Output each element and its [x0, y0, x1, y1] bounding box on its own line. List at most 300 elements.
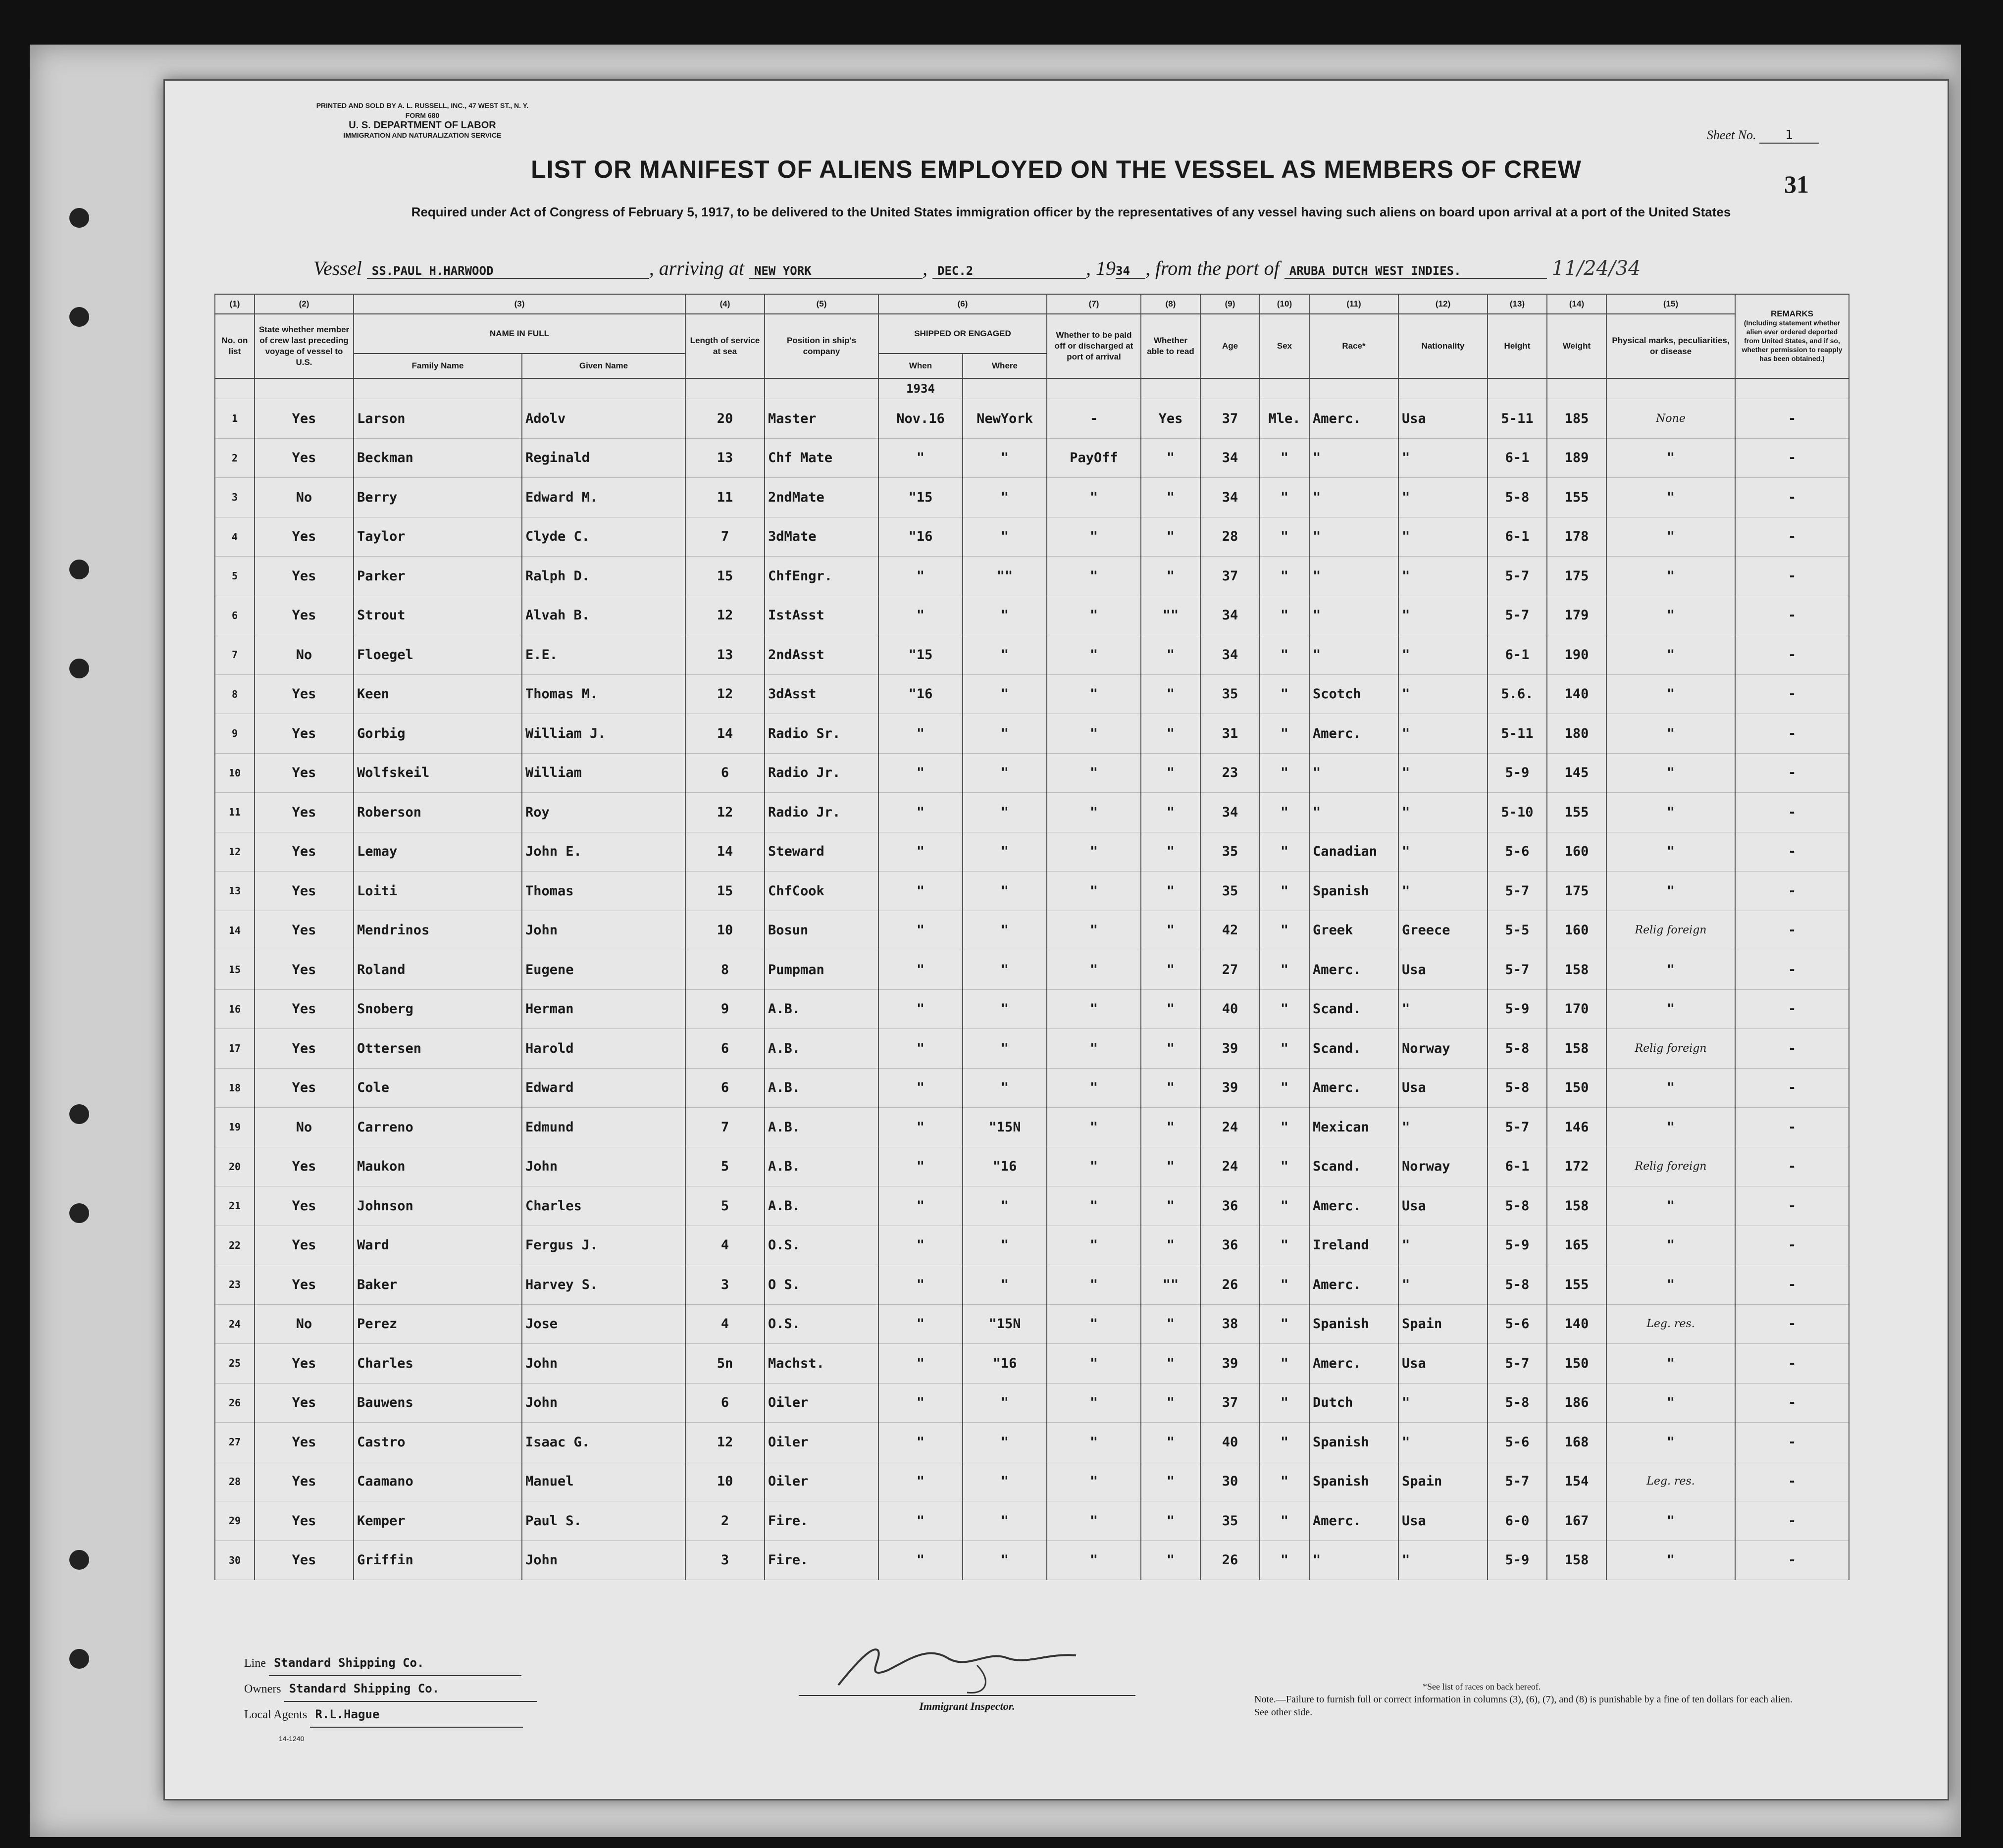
row-number-cell: 25 [215, 1344, 255, 1384]
paid-off-cell: " [1047, 557, 1141, 596]
age-cell: 24 [1200, 1108, 1260, 1147]
paid-off-cell: " [1047, 1423, 1141, 1462]
race-cell: " [1309, 557, 1398, 596]
height-cell: 6-1 [1488, 438, 1547, 478]
sex-cell: " [1260, 1423, 1309, 1462]
shipped-when-cell: " [878, 1383, 963, 1423]
row-number-cell: 27 [215, 1423, 255, 1462]
shipped-when-cell: "16 [878, 674, 963, 714]
able-to-read-cell: " [1141, 872, 1200, 911]
age-cell: 30 [1200, 1462, 1260, 1501]
able-to-read-cell: " [1141, 793, 1200, 832]
member-status-cell: Yes [255, 1540, 354, 1580]
physical-marks-cell: Leg. res. [1606, 1462, 1735, 1501]
paid-off-cell: " [1047, 1383, 1141, 1423]
member-status-cell: Yes [255, 596, 354, 635]
family-name-cell: Larson [354, 399, 522, 439]
nationality-cell: Norway [1398, 1029, 1488, 1069]
shipped-where-cell: "16 [963, 1147, 1047, 1186]
physical-marks-cell: " [1606, 635, 1735, 675]
year-cell: 1934 [878, 378, 963, 399]
age-cell: 34 [1200, 438, 1260, 478]
nationality-cell: " [1398, 1108, 1488, 1147]
able-to-read-cell: " [1141, 1147, 1200, 1186]
paid-off-cell: " [1047, 1304, 1141, 1344]
height-cell: 5-7 [1488, 596, 1547, 635]
shipped-when-cell: " [878, 438, 963, 478]
race-cell: Amerc. [1309, 950, 1398, 990]
remarks-cell: - [1735, 596, 1849, 635]
nationality-cell: Usa [1398, 399, 1488, 439]
weight-cell: 172 [1547, 1147, 1606, 1186]
age-cell: 24 [1200, 1147, 1260, 1186]
age-cell: 34 [1200, 635, 1260, 675]
length-of-service-cell: 14 [685, 714, 765, 754]
member-status-cell: Yes [255, 557, 354, 596]
shipped-where-cell: " [963, 674, 1047, 714]
height-header: Height [1488, 314, 1547, 378]
nationality-cell: " [1398, 596, 1488, 635]
physical-marks-cell: " [1606, 1108, 1735, 1147]
column-number: (6) [878, 294, 1047, 314]
shipped-where-cell: " [963, 950, 1047, 990]
weight-cell: 160 [1547, 832, 1606, 872]
given-name-cell: John E. [522, 832, 685, 872]
shipped-where-cell: " [963, 635, 1047, 675]
sex-cell: " [1260, 438, 1309, 478]
member-status-cell: Yes [255, 1265, 354, 1305]
height-cell: 5-7 [1488, 557, 1547, 596]
nationality-cell: Norway [1398, 1147, 1488, 1186]
physical-marks-cell: Relig foreign [1606, 1029, 1735, 1069]
nationality-cell: Usa [1398, 1186, 1488, 1226]
nationality-cell: " [1398, 438, 1488, 478]
paid-off-cell: " [1047, 753, 1141, 793]
sex-cell: " [1260, 1186, 1309, 1226]
able-to-read-cell: " [1141, 1304, 1200, 1344]
physical-marks-cell: " [1606, 557, 1735, 596]
age-cell: 35 [1200, 872, 1260, 911]
position-cell: Pumpman [765, 950, 878, 990]
sex-cell: " [1260, 557, 1309, 596]
sex-cell: " [1260, 1147, 1309, 1186]
position-cell: Fire. [765, 1540, 878, 1580]
where-header: Where [963, 354, 1047, 378]
weight-cell: 167 [1547, 1501, 1606, 1541]
column-number: (8) [1141, 294, 1200, 314]
given-name-cell: Herman [522, 989, 685, 1029]
given-name-cell: Reginald [522, 438, 685, 478]
nationality-cell: " [1398, 989, 1488, 1029]
height-cell: 5-11 [1488, 714, 1547, 754]
race-cell: " [1309, 753, 1398, 793]
race-cell: Dutch [1309, 1383, 1398, 1423]
table-row [215, 872, 1849, 911]
shipped-when-cell: " [878, 1265, 963, 1305]
able-to-read-cell: " [1141, 478, 1200, 517]
shipped-where-cell: " [963, 1383, 1047, 1423]
shipped-where-cell: "16 [963, 1344, 1047, 1384]
paid-off-cell: PayOff [1047, 438, 1141, 478]
column-number: (15) [1606, 294, 1735, 314]
position-cell: 3dMate [765, 517, 878, 557]
able-to-read-cell: " [1141, 832, 1200, 872]
able-to-read-cell: " [1141, 438, 1200, 478]
sex-cell: " [1260, 1068, 1309, 1108]
shipped-where-cell: " [963, 832, 1047, 872]
position-cell: A.B. [765, 1068, 878, 1108]
family-name-cell: Carreno [354, 1108, 522, 1147]
position-cell: A.B. [765, 1029, 878, 1069]
member-status-cell: Yes [255, 674, 354, 714]
shipped-where-cell: " [963, 1501, 1047, 1541]
column-number: (5) [765, 294, 878, 314]
race-header: Race* [1309, 314, 1398, 378]
remarks-cell: - [1735, 1383, 1849, 1423]
sheet-number [1707, 128, 1819, 144]
member-status-cell: Yes [255, 1186, 354, 1226]
family-name-cell: Parker [354, 557, 522, 596]
given-name-cell: Edward [522, 1068, 685, 1108]
weight-cell: 160 [1547, 911, 1606, 950]
table-row [215, 399, 1849, 439]
able-to-read-cell: " [1141, 1068, 1200, 1108]
given-name-cell: Edward M. [522, 478, 685, 517]
binder-hole [69, 1203, 89, 1223]
column-number: (11) [1309, 294, 1398, 314]
age-cell: 26 [1200, 1265, 1260, 1305]
remarks-cell: - [1735, 674, 1849, 714]
able-to-read-cell: " [1141, 1540, 1200, 1580]
age-cell: 26 [1200, 1540, 1260, 1580]
height-cell: 5-9 [1488, 1540, 1547, 1580]
sex-cell: " [1260, 517, 1309, 557]
paid-off-cell: " [1047, 1501, 1141, 1541]
column-number: (14) [1547, 294, 1606, 314]
nationality-cell: " [1398, 753, 1488, 793]
length-of-service-cell: 6 [685, 1383, 765, 1423]
nationality-cell: " [1398, 478, 1488, 517]
nationality-cell: " [1398, 557, 1488, 596]
row-number-cell: 8 [215, 674, 255, 714]
length-of-service-cell: 3 [685, 1265, 765, 1305]
table-row [215, 832, 1849, 872]
row-number-cell: 21 [215, 1186, 255, 1226]
height-cell: 5-7 [1488, 1462, 1547, 1501]
weight-cell: 175 [1547, 557, 1606, 596]
able-to-read-cell: " [1141, 753, 1200, 793]
member-status-cell: Yes [255, 911, 354, 950]
race-cell: Scand. [1309, 1029, 1398, 1069]
position-cell: O.S. [765, 1304, 878, 1344]
weight-cell: 145 [1547, 753, 1606, 793]
shipped-where-cell: " [963, 1029, 1047, 1069]
position-cell: 3dAsst [765, 674, 878, 714]
member-status-cell: Yes [255, 1423, 354, 1462]
race-cell: Scand. [1309, 1147, 1398, 1186]
height-cell: 5-9 [1488, 989, 1547, 1029]
age-cell: 28 [1200, 517, 1260, 557]
row-number-cell: 4 [215, 517, 255, 557]
shipped-where-cell: " [963, 1423, 1047, 1462]
height-cell: 5-6 [1488, 1423, 1547, 1462]
physical-marks-cell: " [1606, 989, 1735, 1029]
shipped-where-cell: " [963, 753, 1047, 793]
physical-marks-cell: " [1606, 674, 1735, 714]
race-cell: Mexican [1309, 1108, 1398, 1147]
member-status-cell: No [255, 1304, 354, 1344]
paid-off-cell: " [1047, 714, 1141, 754]
document-subtitle: Required under Act of Congress of February 5, 1917, to be delivered to the United States immigration officer by the representatives of any vessel having such aliens on board upon arrival at a port of the United States [411, 205, 1731, 219]
race-cell: Spanish [1309, 1304, 1398, 1344]
given-name-header: Given Name [522, 354, 685, 378]
table-row [215, 1540, 1849, 1580]
table-row [215, 1068, 1849, 1108]
row-number-cell: 9 [215, 714, 255, 754]
position-cell: Oiler [765, 1423, 878, 1462]
row-number-cell: 5 [215, 557, 255, 596]
paid-off-cell: " [1047, 1186, 1141, 1226]
position-cell: Oiler [765, 1383, 878, 1423]
able-to-read-cell: " [1141, 1462, 1200, 1501]
member-status-cell: Yes [255, 1383, 354, 1423]
nationality-cell: " [1398, 714, 1488, 754]
race-cell: Amerc. [1309, 714, 1398, 754]
age-cell: 23 [1200, 753, 1260, 793]
physical-marks-cell: " [1606, 517, 1735, 557]
remarks-cell: - [1735, 1265, 1849, 1305]
given-name-cell: Harold [522, 1029, 685, 1069]
shipped-when-cell: " [878, 1108, 963, 1147]
remarks-cell: - [1735, 793, 1849, 832]
weight-cell: 180 [1547, 714, 1606, 754]
length-of-service-cell: 3 [685, 1540, 765, 1580]
paid-off-cell: " [1047, 1344, 1141, 1384]
column-number: (10) [1260, 294, 1309, 314]
length-of-service-cell: 5 [685, 1147, 765, 1186]
weight-cell: 158 [1547, 1029, 1606, 1069]
remarks-cell: - [1735, 1423, 1849, 1462]
age-cell: 37 [1200, 399, 1260, 439]
able-to-read-cell: " [1141, 1226, 1200, 1265]
position-cell: A.B. [765, 1147, 878, 1186]
shipped-where-cell: "15N [963, 1108, 1047, 1147]
length-of-service-cell: 12 [685, 674, 765, 714]
able-to-read-cell: Yes [1141, 399, 1200, 439]
sex-cell: " [1260, 1383, 1309, 1423]
physical-marks-cell: " [1606, 438, 1735, 478]
table-row [215, 1304, 1849, 1344]
height-cell: 5-8 [1488, 1068, 1547, 1108]
printer-imprint [244, 101, 601, 140]
age-cell: 34 [1200, 478, 1260, 517]
row-number-cell: 13 [215, 872, 255, 911]
length-of-service-cell: 6 [685, 753, 765, 793]
able-to-read-cell: " [1141, 1344, 1200, 1384]
nationality-cell: " [1398, 1226, 1488, 1265]
handwritten-date: 11/24/34 [1551, 257, 1641, 280]
family-name-cell: Strout [354, 596, 522, 635]
age-cell: 39 [1200, 1068, 1260, 1108]
able-to-read-cell: " [1141, 635, 1200, 675]
race-cell: Spanish [1309, 1423, 1398, 1462]
table-row [215, 793, 1849, 832]
column-number: (9) [1200, 294, 1260, 314]
given-name-cell: John [522, 1383, 685, 1423]
nationality-header: Nationality [1398, 314, 1488, 378]
crew-table [214, 294, 1849, 1580]
able-to-read-cell: "" [1141, 596, 1200, 635]
owners-value: Standard Shipping Co. [284, 1676, 537, 1702]
height-cell: 6-1 [1488, 517, 1547, 557]
age-cell: 34 [1200, 793, 1260, 832]
sex-cell: " [1260, 793, 1309, 832]
shipped-when-cell: "16 [878, 517, 963, 557]
table-row [215, 1383, 1849, 1423]
given-name-cell: William J. [522, 714, 685, 754]
paid-off-cell: " [1047, 1029, 1141, 1069]
shipped-where-cell: " [963, 714, 1047, 754]
binder-hole [69, 659, 89, 678]
table-row [215, 557, 1849, 596]
nationality-cell: " [1398, 1383, 1488, 1423]
page-number: 31 [1784, 170, 1809, 198]
remarks-cell: - [1735, 1540, 1849, 1580]
race-cell: Amerc. [1309, 399, 1398, 439]
family-name-cell: Beckman [354, 438, 522, 478]
length-of-service-cell: 13 [685, 635, 765, 675]
age-cell: 37 [1200, 557, 1260, 596]
table-row [215, 438, 1849, 478]
binder-hole [69, 1550, 89, 1570]
length-of-service-cell: 15 [685, 872, 765, 911]
remarks-detail: (Including statement whether alien ever ordered deported from United States, and if so, whether permission to reapply has been obtained.) [1742, 319, 1843, 362]
form-number: FORM 680 [405, 111, 440, 119]
family-name-cell: Caamano [354, 1462, 522, 1501]
paid-off-cell: " [1047, 1265, 1141, 1305]
given-name-cell: Fergus J. [522, 1226, 685, 1265]
sex-cell: " [1260, 1540, 1309, 1580]
shipped-when-cell: " [878, 832, 963, 872]
remarks-cell: - [1735, 950, 1849, 990]
weight-cell: 140 [1547, 674, 1606, 714]
physical-marks-cell: " [1606, 1265, 1735, 1305]
height-cell: 5-9 [1488, 1226, 1547, 1265]
row-number-cell: 28 [215, 1462, 255, 1501]
read-header: Whether able to read [1141, 314, 1200, 378]
shipped-where-cell: " [963, 478, 1047, 517]
weight-cell: 185 [1547, 399, 1606, 439]
row-number-cell: 23 [215, 1265, 255, 1305]
family-name-cell: Baker [354, 1265, 522, 1305]
remarks-cell: - [1735, 478, 1849, 517]
paid-off-cell: " [1047, 478, 1141, 517]
table-row [215, 950, 1849, 990]
name-header: NAME IN FULL [354, 314, 685, 354]
age-cell: 39 [1200, 1029, 1260, 1069]
given-name-cell: John [522, 911, 685, 950]
inspector-signature [828, 1631, 1086, 1697]
member-status-cell: Yes [255, 1068, 354, 1108]
able-to-read-cell: " [1141, 1186, 1200, 1226]
length-of-service-cell: 7 [685, 1108, 765, 1147]
height-cell: 5-7 [1488, 950, 1547, 990]
physical-marks-cell: " [1606, 1068, 1735, 1108]
remarks-cell: - [1735, 1147, 1849, 1186]
sex-cell: " [1260, 1108, 1309, 1147]
given-name-cell: Clyde C. [522, 517, 685, 557]
able-to-read-cell: " [1141, 1108, 1200, 1147]
table-row [215, 674, 1849, 714]
member-status-cell: Yes [255, 1344, 354, 1384]
given-name-cell: Roy [522, 793, 685, 832]
service-header: Length of service at sea [685, 314, 765, 378]
weight-cell: 168 [1547, 1423, 1606, 1462]
physical-marks-cell: None [1606, 399, 1735, 439]
arrival-port: NEW YORK [749, 264, 923, 279]
shipped-when-cell: " [878, 911, 963, 950]
given-name-cell: Alvah B. [522, 596, 685, 635]
position-cell: Radio Jr. [765, 793, 878, 832]
footer-notes [1254, 1680, 1799, 1719]
weight-header: Weight [1547, 314, 1606, 378]
member-status-cell: Yes [255, 989, 354, 1029]
row-number-cell: 11 [215, 793, 255, 832]
shipped-when-cell: " [878, 1226, 963, 1265]
weight-cell: 155 [1547, 1265, 1606, 1305]
nationality-cell: " [1398, 832, 1488, 872]
remarks-cell: - [1735, 1344, 1849, 1384]
position-cell: Oiler [765, 1462, 878, 1501]
family-name-cell: Snoberg [354, 989, 522, 1029]
row-number-cell: 20 [215, 1147, 255, 1186]
length-of-service-cell: 6 [685, 1068, 765, 1108]
paid-off-cell: " [1047, 832, 1141, 872]
weight-cell: 158 [1547, 1540, 1606, 1580]
sex-cell: " [1260, 674, 1309, 714]
given-name-cell: Adolv [522, 399, 685, 439]
line-label: Line [244, 1657, 266, 1670]
weight-cell: 158 [1547, 950, 1606, 990]
weight-cell: 165 [1547, 1226, 1606, 1265]
nationality-cell: " [1398, 1265, 1488, 1305]
line-value: Standard Shipping Co. [269, 1650, 521, 1676]
row-number-cell: 6 [215, 596, 255, 635]
nationality-cell: Usa [1398, 950, 1488, 990]
able-to-read-cell: " [1141, 950, 1200, 990]
position-cell: ChfCook [765, 872, 878, 911]
column-number: (12) [1398, 294, 1488, 314]
row-number-cell: 3 [215, 478, 255, 517]
position-cell: ChfEngr. [765, 557, 878, 596]
family-name-header: Family Name [354, 354, 522, 378]
remarks-cell: - [1735, 832, 1849, 872]
position-cell: Chf Mate [765, 438, 878, 478]
height-cell: 5-6 [1488, 1304, 1547, 1344]
races-note: *See list of races on back hereof. [1423, 1682, 1541, 1692]
age-cell: 40 [1200, 1423, 1260, 1462]
sex-cell: " [1260, 1304, 1309, 1344]
able-to-read-cell: " [1141, 1383, 1200, 1423]
sex-cell: " [1260, 950, 1309, 990]
binder-hole [69, 1649, 89, 1669]
physical-marks-cell: " [1606, 1540, 1735, 1580]
position-cell: 2ndMate [765, 478, 878, 517]
shipped-when-cell: " [878, 557, 963, 596]
shipped-when-cell: " [878, 753, 963, 793]
position-cell: Master [765, 399, 878, 439]
binder-hole [69, 307, 89, 327]
